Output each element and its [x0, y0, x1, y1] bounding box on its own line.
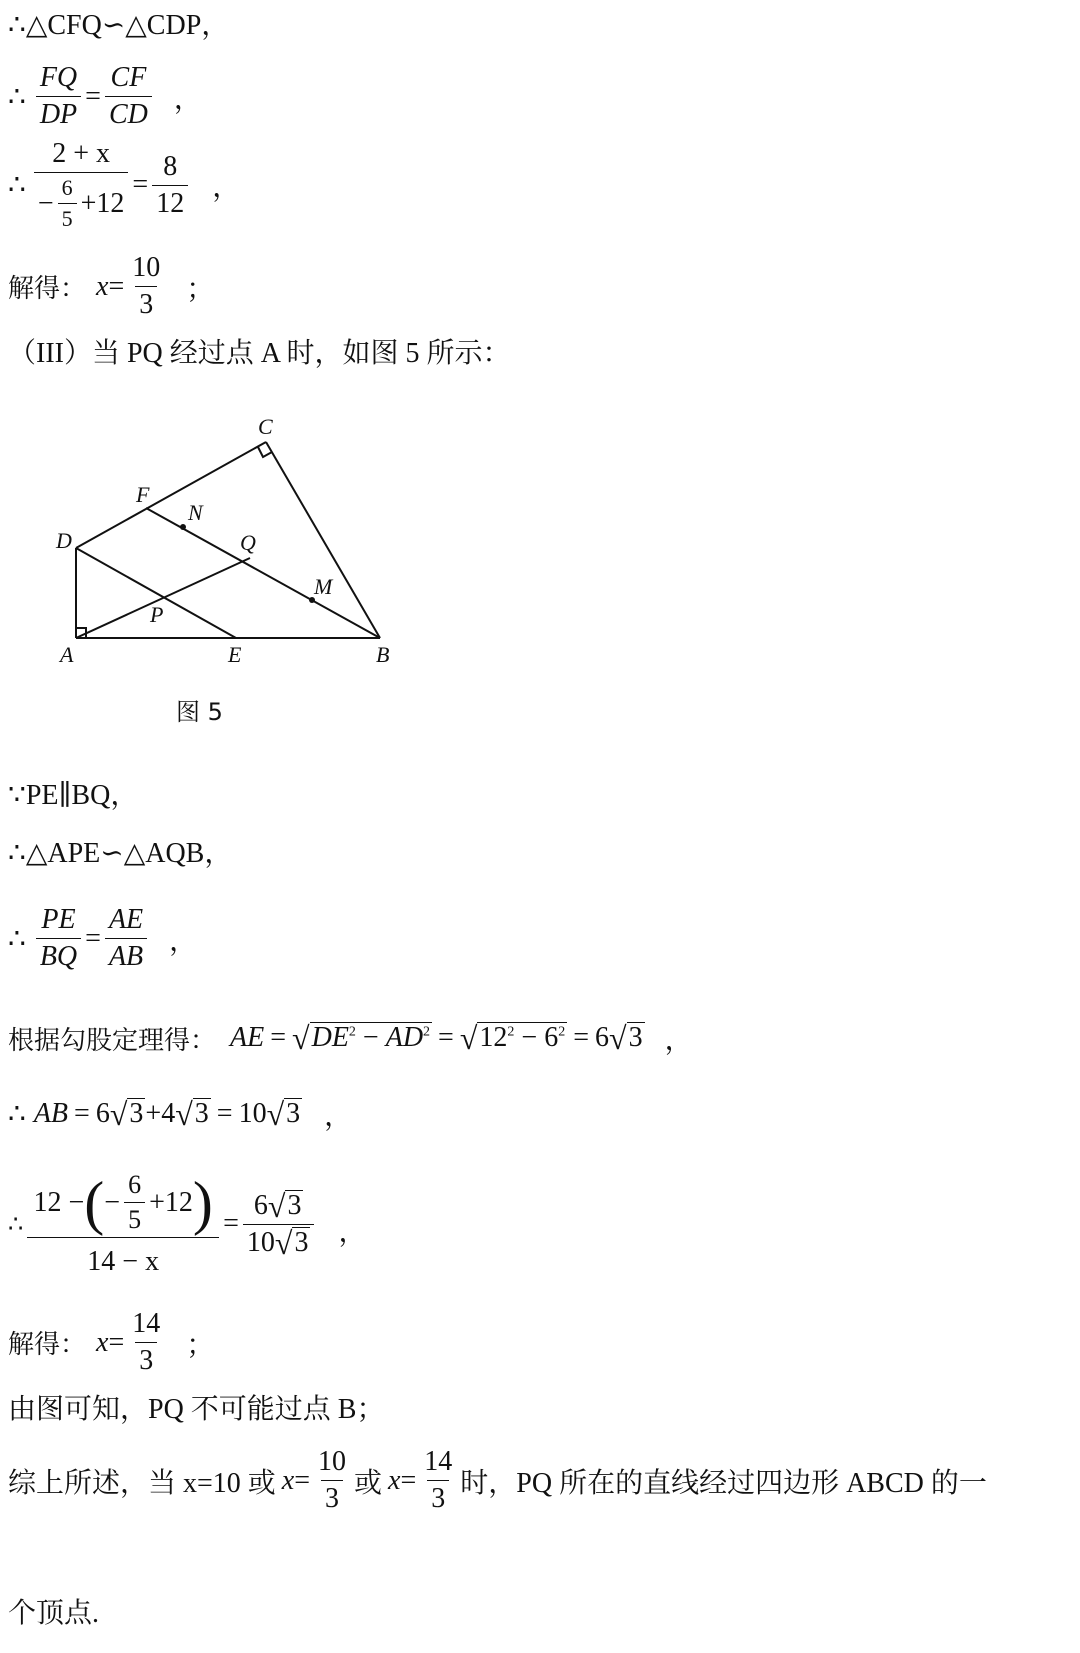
figure-caption: 图 5: [176, 698, 223, 726]
label-m: M: [314, 574, 333, 599]
point-n: [180, 524, 186, 530]
segment-dc: [76, 442, 266, 548]
fraction-cf-cd: $\frac{CF}{CD}$: [105, 62, 152, 131]
ratio-equation-2: ∴ 12 − ( − $\frac{6}{5}$ +12 ) 14 − x = 6 √ 3 10 √ 3 ，: [8, 1169, 367, 1277]
label-c: C: [258, 414, 273, 439]
solution-x-14-3: 解得： x = $\frac{14}{3}$ ；: [8, 1308, 215, 1376]
line-similar-ape-aqb: ∴△APE∽△AQB，: [8, 838, 233, 869]
label-f: F: [136, 482, 150, 507]
fraction-big: 12 − ( − $\frac{6}{5}$ +12 ) 14 − x: [27, 1170, 219, 1278]
label-q: Q: [240, 530, 256, 555]
therefore-symbol: ∴: [8, 81, 26, 113]
line-pe-parallel-bq: ∵PE∥BQ，: [8, 780, 139, 811]
label-p: P: [150, 602, 164, 627]
therefore-symbol: ∴: [8, 170, 26, 201]
fraction-complex: 2 + x − $\frac{6}{5}$ +12: [34, 138, 129, 232]
fraction-8-12: $\frac{8}{12}$: [152, 151, 188, 220]
sqrt-12-6: √ $12^2 - 6^2$: [459, 1020, 566, 1056]
segment-cb: [266, 442, 380, 638]
geometry-figure-5: [40, 410, 460, 690]
case-iii-heading: （III）当 PQ 经过点 A 时，如图 5 所示：: [8, 338, 511, 369]
pythagoras-line: 根据勾股定理得： AE = √ $DE^2 - AD^2$ = √ $12^2 - 6^2$ = 6 √ 3 ，: [8, 1020, 693, 1056]
line-pq-not-through-b: 由图可知，PQ 不可能过点 B；: [8, 1394, 385, 1425]
line-similar-cfq-cdp: ∴△CFQ∽△CDP，: [8, 10, 230, 41]
line-one-vertex: 个顶点.: [8, 1598, 100, 1629]
label-d: D: [56, 528, 72, 553]
ratio-equation: ∴ 2 + x − $\frac{6}{5}$ +12 = $\frac{8}{12}$ ，: [8, 138, 241, 231]
solution-x-10-3: 解得： x = $\frac{10}{3}$ ；: [8, 252, 215, 320]
conclusion-line: 综上所述，当 x=10 或 x = $\frac{10}{3}$ 或 x = $\frac{14}{3}$ 时，PQ 所在的直线经过四边形 ABCD 的一: [8, 1446, 987, 1514]
ab-value-line: ∴ AB = 6 √ 3 + 4 √ 3 = 10 √ 3 ，: [8, 1096, 353, 1132]
label-b: B: [376, 642, 390, 667]
ratio-pe-bq: ∴ $\frac{PE}{BQ}$ = $\frac{AE}{AB}$ ，: [8, 904, 198, 972]
label-e: E: [228, 642, 242, 667]
label-a: A: [60, 642, 74, 667]
ratio-fq-dp: ∴ $\frac{FQ}{DP}$ = $\frac{CF}{CD}$ ，: [8, 62, 202, 130]
label-n: N: [188, 500, 203, 525]
fraction-fq-dp: $\frac{FQ}{DP}$: [36, 62, 81, 131]
sqrt-de-ad: √ $DE^2 - AD^2$: [292, 1020, 431, 1056]
